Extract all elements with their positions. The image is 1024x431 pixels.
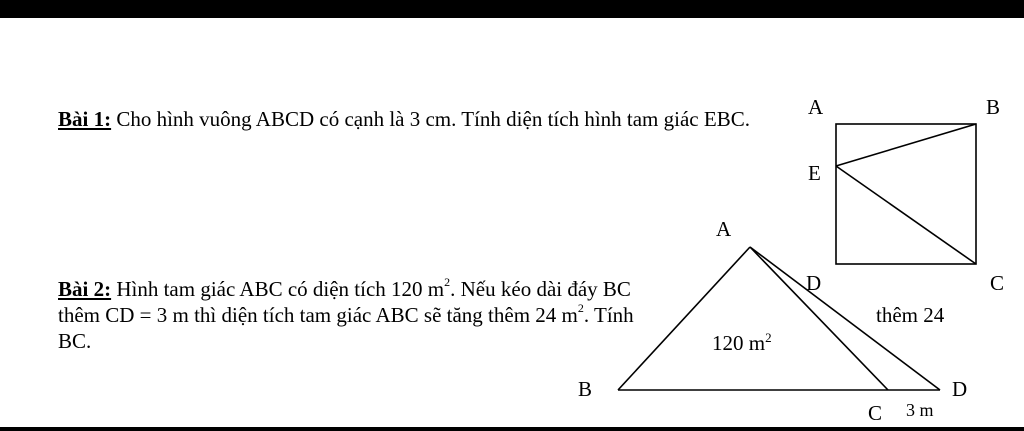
figure-triangle xyxy=(578,217,967,425)
square-label-a: A xyxy=(808,95,824,119)
square-label-b: B xyxy=(986,95,1001,119)
problem-2-sup-2: 2 xyxy=(577,301,584,315)
triangle-label-d: D xyxy=(952,377,968,401)
segment-ec xyxy=(836,166,976,264)
problem-1-text: Cho hình vuông ABCD có cạnh là 3 cm. Tính diện tích hình tam giác EBC. xyxy=(111,107,750,131)
problem-2-text-3: . Tính BC. xyxy=(58,303,634,353)
triangle-cd-length-label: 3 m xyxy=(906,400,934,420)
problem-2-sup-1: 2 xyxy=(444,275,451,289)
triangle-label-c: C xyxy=(868,401,883,425)
segment-ac xyxy=(750,247,888,390)
triangle-extra-area-label: thêm 24 xyxy=(876,303,945,327)
problem-2-text-2: . Nếu kéo dài đáy BC thêm CD = 3 m thì diện tích tam giác ABC sẽ tăng thêm 24 m xyxy=(58,277,631,327)
segment-eb xyxy=(836,124,976,166)
triangle-label-b: B xyxy=(578,377,593,401)
triangle-area-label: 120 $m^2$ xyxy=(712,330,772,355)
bottom-black-bar xyxy=(0,427,1024,431)
triangle-label-a: A xyxy=(716,217,732,241)
square-label-c: C xyxy=(990,271,1005,295)
figure-square xyxy=(806,95,1004,295)
problem-2-title: Bài 2: xyxy=(58,277,112,301)
problem-2-text-1: Hình tam giác ABC có diện tích 120 m xyxy=(111,277,445,301)
problem-1-title: Bài 1: xyxy=(58,107,112,131)
segment-ab xyxy=(618,247,750,390)
square-label-d: D xyxy=(806,271,822,295)
square-label-e: E xyxy=(808,161,821,185)
